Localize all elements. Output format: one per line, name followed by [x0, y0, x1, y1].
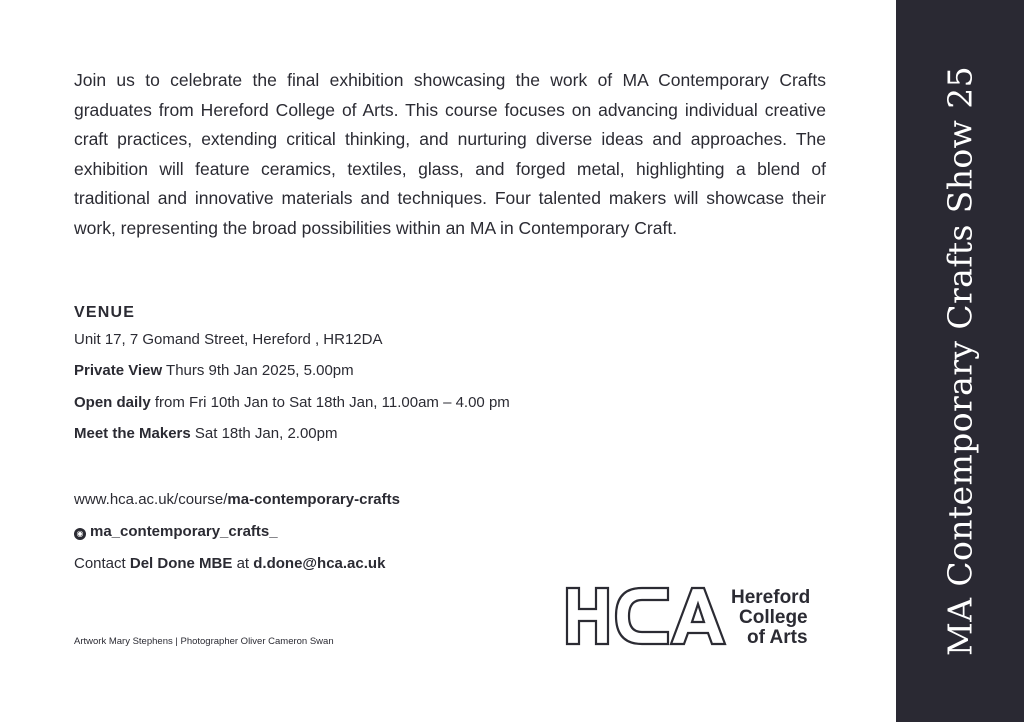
hca-logo: [564, 583, 826, 649]
logo-letter-a: [671, 588, 725, 644]
meet-makers-label: Meet the Makers: [74, 425, 191, 442]
logo-line-3: of Arts: [747, 627, 808, 648]
sidebar-title: MA Contemporary Crafts Show 25: [940, 66, 980, 656]
open-daily-value: from Fri 10th Jan to Sat 18th Jan, 11.00am – 4.00 pm: [154, 394, 510, 411]
logo-letter-h: [567, 588, 608, 644]
logo-line-1: Hereford: [731, 587, 811, 608]
website-path: ma-contemporary-crafts: [227, 491, 400, 508]
open-daily-line: [74, 394, 510, 411]
private-view-label: Private View: [74, 362, 163, 379]
social-link[interactable]: [74, 523, 278, 540]
website-link[interactable]: [74, 491, 400, 508]
contact-prefix: Contact: [74, 555, 126, 572]
intro-paragraph: Join us to celebrate the final exhibition showcasing the work of MA Contemporary Crafts graduates from Hereford College of Arts. This course focuses on advancing individual creative craft practices, extending critical thinking, and nurturing diverse ideas and approaches. The exhibition will feature ceramics, textiles, glass, and forged metal, highlighting a blend of traditional and innovative materials and techniques. Four talented makers will showcase their work, representing the broad possibilities within an MA in Contemporary Craft.: [74, 70, 826, 238]
private-view-line: [74, 362, 354, 379]
credits: Artwork Mary Stephens | Photographer Oliver Cameron Swan: [74, 636, 334, 647]
logo-line-2: College: [739, 607, 808, 628]
contact-line: [74, 555, 385, 572]
meet-makers-value: Sat 18th Jan, 2.00pm: [194, 425, 338, 442]
private-view-value: Thurs 9th Jan 2025, 5.00pm: [166, 362, 354, 379]
contact-at: at: [236, 555, 250, 572]
website-prefix: www.hca.ac.uk/course/: [74, 491, 228, 508]
open-daily-label: Open daily: [74, 394, 151, 411]
hca-mark: [567, 588, 725, 644]
venue-address: Unit 17, 7 Gomand Street, Hereford , HR12DA: [74, 331, 383, 348]
meet-makers-line: [74, 425, 338, 442]
sidebar-panel: [896, 0, 1024, 722]
contact-name: Del Done MBE: [129, 555, 233, 572]
logo-letter-c: [616, 588, 668, 644]
instagram-icon: ◉: [74, 528, 86, 540]
social-handle: ma_contemporary_crafts_: [90, 523, 278, 540]
venue-heading: VENUE: [74, 304, 136, 321]
contact-email[interactable]: d.done@hca.ac.uk: [253, 555, 386, 572]
